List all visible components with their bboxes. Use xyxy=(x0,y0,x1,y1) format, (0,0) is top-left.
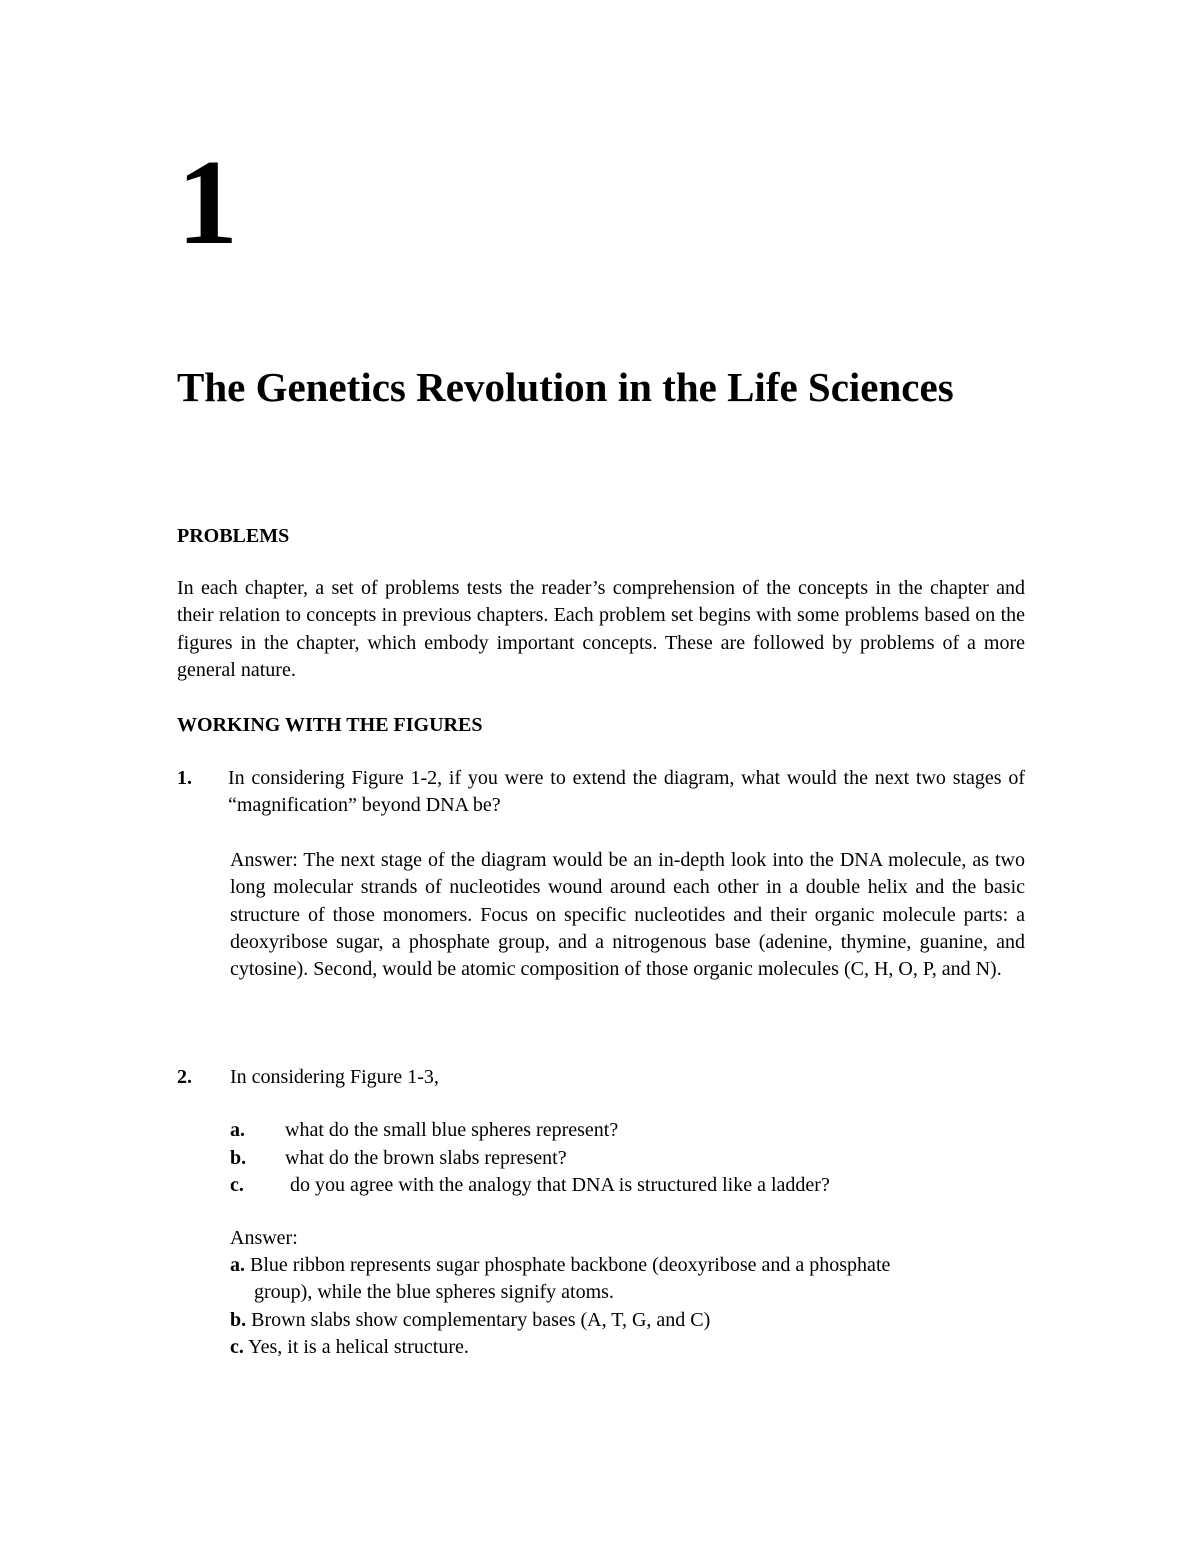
part-letter: c. xyxy=(230,1174,244,1196)
answer-a xyxy=(230,1252,930,1307)
question-2-part-b xyxy=(230,1145,1025,1173)
answer-letter: c. xyxy=(230,1335,244,1358)
part-letter: b. xyxy=(230,1146,247,1169)
answer-letter: a. xyxy=(230,1254,245,1276)
question-2-answer-label: Answer: xyxy=(230,1227,298,1249)
chapter-title: The Genetics Revolution in the Life Sciences xyxy=(177,364,954,410)
answer-text: Blue ribbon represents sugar phosphate backbone (deoxyribose and a phosphate group), while the blue spheres signify atoms. xyxy=(250,1254,891,1304)
problems-heading: PROBLEMS xyxy=(177,525,290,547)
question-2-parts xyxy=(230,1117,1025,1200)
question-2-answers xyxy=(230,1252,930,1361)
question-2-number: 2. xyxy=(177,1066,192,1088)
question-1-number: 1. xyxy=(177,767,192,789)
part-text: what do the brown slabs represent? xyxy=(285,1146,567,1169)
working-with-figures-heading: WORKING WITH THE FIGURES xyxy=(177,714,483,736)
question-2-text: In considering Figure 1-3, xyxy=(230,1066,439,1088)
answer-letter: b. xyxy=(230,1308,247,1331)
part-letter: a. xyxy=(230,1119,245,1141)
answer-text: Brown slabs show complementary bases (A, T, G, and C) xyxy=(251,1308,711,1331)
intro-paragraph: In each chapter, a set of problems tests the reader’s comprehension of the concepts in the chapter and their relation to concepts in previous chapters. Each problem set begins with some problems based on the figures in the chapter, which embody important concepts. These are followed by problems of a more general nature. xyxy=(177,577,1025,681)
question-1-text: In considering Figure 1-2, if you were to extend the diagram, what would the next two stages of “magnification” beyond DNA be? xyxy=(228,767,1025,817)
part-text: what do the small blue spheres represent? xyxy=(285,1119,619,1141)
question-2-part-a xyxy=(230,1117,1025,1145)
question-1-answer: Answer: The next stage of the diagram would be an in-depth look into the DNA molecule, as two long molecular strands of nucleotides wound around each other in a double helix and the basic structure of those monomers. Focus on specific nucleotides and their organic molecule parts: a deoxyribose sugar, a phosphate group, and a nitrogenous base (adenine, thymine, guanine, and cytosine). Second, would be atomic composition of those organic molecules (C, H, O, P, and N). xyxy=(230,849,1025,981)
question-2-part-c xyxy=(230,1172,1025,1200)
part-text: do you agree with the analogy that DNA is structured like a ladder? xyxy=(290,1174,830,1196)
answer-b xyxy=(230,1307,930,1334)
chapter-number: 1 xyxy=(177,135,238,270)
answer-text: Yes, it is a helical structure. xyxy=(248,1335,469,1358)
answer-c xyxy=(230,1334,930,1361)
